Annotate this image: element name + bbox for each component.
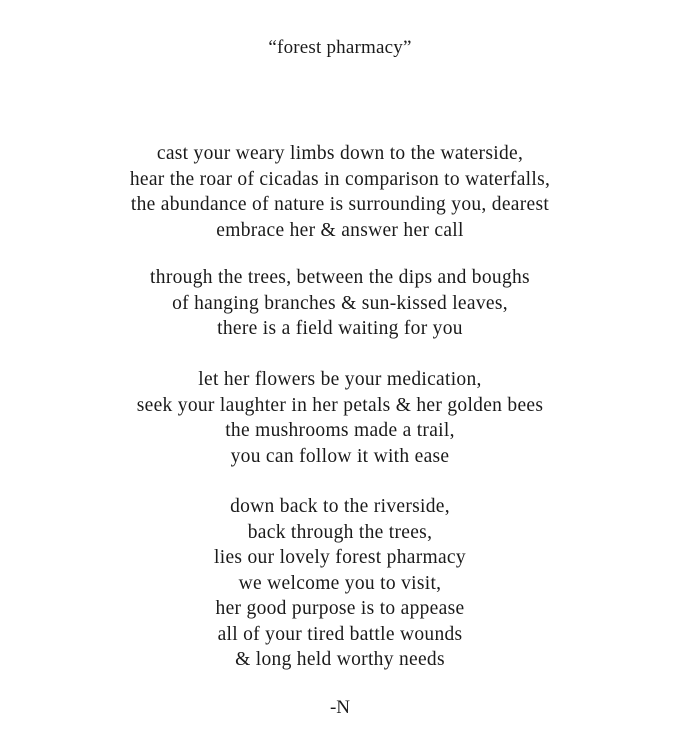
poem-line: cast your weary limbs down to the waterside,: [156, 143, 524, 164]
stanza-4: [0, 494, 680, 673]
poem-line: of hanging branches & sun-kissed leaves,: [172, 292, 508, 314]
poem-line: we welcome you to visit,: [238, 572, 442, 594]
stanza-2: [0, 265, 680, 342]
stanza-1: [0, 141, 680, 243]
author-signature: -N: [329, 697, 351, 718]
poem-title: “forest pharmacy”: [268, 37, 412, 58]
poem-line: the mushrooms made a trail,: [225, 420, 455, 441]
poem-line: her good purpose is to appease: [215, 598, 465, 619]
stanza-3: [0, 367, 680, 469]
poem-line: through the trees, between the dips and boughs: [150, 267, 530, 288]
poem-line: let her flowers be your medication,: [198, 369, 482, 390]
poem-line: there is a field waiting for you: [217, 318, 463, 339]
poem-line: & long held worthy needs: [235, 649, 445, 670]
poem-line: embrace her & answer her call: [216, 219, 464, 241]
poem-line: hear the roar of cicadas in comparison to waterfalls,: [129, 168, 551, 190]
poem-line: back through the trees,: [247, 521, 433, 543]
poem-line: down back to the riverside,: [230, 496, 450, 517]
poem-line: lies our lovely forest pharmacy: [214, 547, 466, 568]
poem-line: seek your laughter in her petals & her golden bees: [136, 394, 544, 416]
poem-line: the abundance of nature is surrounding you, dearest: [130, 194, 550, 215]
poem-line: all of your tired battle wounds: [217, 623, 463, 645]
poem-line: you can follow it with ease: [230, 445, 450, 467]
